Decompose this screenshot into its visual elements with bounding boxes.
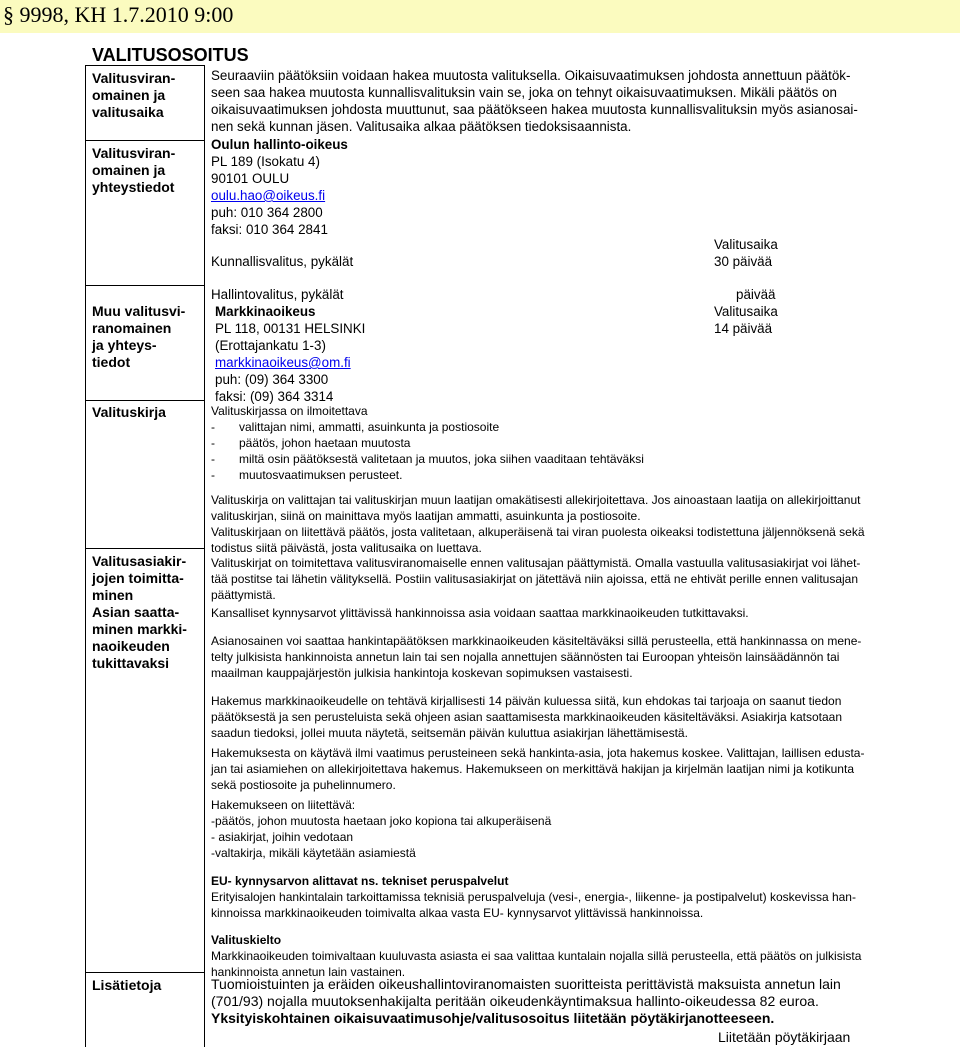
text-line: Valituskirja on valittajan tai valituskirjan muun laatijan omakätisesti allekirjoitettava. Jos ainoastaan laatija on allekirjoittanut — [211, 493, 861, 507]
court-contact — [211, 136, 348, 238]
divider — [85, 972, 205, 973]
text-line: Asianosainen voi saattaa hankintapäätöksen markkinaoikeuden käsiteltäväksi sillä perusteella, että hankinnassa on mene- — [211, 634, 862, 648]
label-line: Valitusviran- — [92, 145, 176, 161]
text-line: Erityisalojen hankintalain tarkoittamissa teknisiä peruspalveluja (vesi-, energia-, liikenne- ja postipalvelut) koskevissa han- — [211, 890, 856, 904]
divider — [85, 400, 205, 401]
appeal-hallintovalitus: Hallintovalitus, pykälät — [211, 287, 344, 302]
list-intro: Valituskirjassa on ilmoitettava — [211, 404, 368, 418]
text-line: tää postitse tai lähetin välityksellä. Postiin valitusasiakirjat on jätettävä niin ajoissa, että ne ehtivät perille ennen valitusajan — [211, 572, 859, 586]
markkina-p5 — [211, 797, 551, 861]
markkina-p4 — [211, 745, 864, 793]
text-line: - asiakirjat, joihin vedotaan — [211, 830, 354, 844]
label-markkinaoikeus — [92, 604, 202, 672]
list-item-text: valittajan nimi, ammatti, asuinkunta ja postiosoite — [239, 420, 500, 434]
text-line: todistus siitä päivästä, josta valitusaika on luettava. — [211, 541, 482, 555]
text-line: kinnoissa markkinaoikeuden toimivalta alkaa vasta EU- kynnysarvot ylittävissä hankinnoissa. — [211, 906, 704, 920]
label-line: Valitusasiakir- — [92, 553, 187, 569]
footer-note: Liitetään pöytäkirjaan — [718, 1029, 851, 1045]
text-line: sekä postiosoite ja puhelinnumero. — [211, 778, 396, 792]
label-toimittaminen — [92, 553, 202, 604]
court-postal: 90101 OULU — [211, 171, 290, 186]
page-title: VALITUSOSOITUS — [92, 45, 249, 65]
label-line: omainen ja — [92, 162, 166, 178]
valituskirja-list — [211, 403, 644, 483]
appeal-kunnallisvalitus: Kunnallisvalitus, pykälät — [211, 254, 354, 269]
text-line: päättymistä. — [211, 588, 276, 602]
text-line: -päätös, johon muutosta haetaan joko kopiona tai alkuperäisenä — [211, 814, 552, 828]
label-valitusaika — [92, 70, 202, 121]
appeal-days: päivää — [736, 287, 776, 302]
intro-text — [211, 67, 858, 135]
label-line: omainen ja — [92, 87, 166, 103]
text-line: valituskirjan, siinä on mainittava myös laatijan ammatti, asuinkunta ja postiosoite. — [211, 509, 641, 523]
markkina-eu — [211, 873, 856, 921]
label-yhteystiedot — [92, 145, 202, 196]
court-fax: faksi: (09) 364 3314 — [215, 389, 334, 404]
market-time-value: 14 päivää — [714, 321, 773, 336]
list-item-text: päätös, johon haetaan muutosta — [239, 436, 411, 450]
label-line: Valituskirja — [92, 404, 166, 420]
label-muu-valitusviranomainen — [92, 303, 202, 371]
text-line: päätöksestä ja sen perusteluista sekä ohjeen asian saattamisesta markkinaoikeuden käsiteltäväksi. Asiakirja katsotaan — [211, 710, 843, 724]
header-text: § 9998, KH 1.7.2010 9:00 — [3, 2, 234, 27]
text-line: nen sekä kunnan jäsen. Valitusaika alkaa päätöksen tiedoksisaannista. — [211, 119, 632, 134]
label-line: ja yhteys- — [92, 337, 157, 353]
markkina-valituskielto — [211, 932, 861, 980]
court-phone: puh: (09) 364 3300 — [215, 372, 329, 387]
text-line: seen saa hakea muutosta kunnallisvalituksin vain se, joka on tehnyt oikaisuvaatimuksen. Mikäli päätös on — [211, 85, 837, 100]
markkina-p3 — [211, 693, 842, 741]
markkina-p2 — [211, 633, 861, 681]
header-bar — [0, 0, 960, 33]
text-line: telty julkisista hankinnoista annetun lain tai sen nojalla annettujen säännösten tai Euroopan yhteisön lainsäädännön tai — [211, 650, 840, 664]
label-line: ranomainen — [92, 320, 172, 336]
lisatietoja-text — [211, 976, 841, 1027]
text-line: Hakemukseen on liitettävä: — [211, 798, 356, 812]
court-name: Markkinaoikeus — [215, 304, 316, 319]
appeal-time-label: Valitusaika — [714, 237, 778, 252]
court-email-link[interactable]: oulu.hao@oikeus.fi — [211, 188, 326, 203]
left-border — [85, 65, 86, 1047]
label-line: valitusaika — [92, 104, 164, 120]
court-fax: faksi: 010 364 2841 — [211, 222, 328, 237]
section-heading: Valituskielto — [211, 933, 282, 947]
label-line: Lisätietoja — [92, 977, 162, 993]
label-line: jojen toimitta- — [92, 570, 184, 586]
list-item: - miltä osin päätöksestä valitetaan ja muutos, joka siihen vaaditaan tehtäväksi — [211, 452, 644, 466]
column-divider — [204, 65, 205, 1047]
market-time-label: Valitusaika — [714, 304, 778, 319]
appeal-time-value: 30 päivää — [714, 254, 773, 269]
section-heading: EU- kynnysarvon alittavat ns. tekniset peruspalvelut — [211, 874, 509, 888]
label-line: Muu valitusvi- — [92, 303, 186, 319]
label-line: naoikeuden — [92, 638, 170, 654]
label-line: Valitusviran- — [92, 70, 176, 86]
divider — [85, 140, 205, 141]
label-valituskirja — [92, 404, 202, 421]
list-item: - valittajan nimi, ammatti, asuinkunta ja postiosoite — [211, 420, 500, 434]
divider — [85, 548, 205, 549]
list-item-text: miltä osin päätöksestä valitetaan ja muutos, joka siihen vaaditaan tehtäväksi — [239, 452, 644, 466]
valituskirja-para — [211, 492, 865, 556]
label-line: minen markki- — [92, 621, 187, 637]
label-line: tukittavaksi — [92, 655, 170, 671]
markkina-p1: Kansalliset kynnysarvot ylittävissä hankinnoissa asia voidaan saattaa markkinaoikeuden tutkittavaksi. — [211, 606, 749, 620]
text-line: maailman kauppajärjestön julkisia hankintoja koskevan sopimuksen vastaisesti. — [211, 666, 633, 680]
toimittaminen-text — [211, 555, 860, 603]
text-line: -valtakirja, mikäli käytetään asiamiestä — [211, 846, 416, 860]
text-line: oikaisuvaatimuksen johdosta muuttunut, saa päätökseen hakea muutosta kunnallisvalituksin myös asianosai- — [211, 102, 858, 117]
divider — [85, 65, 205, 66]
label-line: Asian saatta- — [92, 604, 180, 620]
court-email-link[interactable]: markkinaoikeus@om.fi — [215, 355, 351, 370]
label-lisatietoja — [92, 977, 202, 994]
label-line: minen — [92, 587, 134, 603]
text-line: Hakemuksesta on käytävä ilmi vaatimus perusteineen sekä hankinta-asia, jota hakemus koskee. Valittajan, laillisen edusta- — [211, 746, 865, 760]
text-line: Valituskirjat on toimitettava valitusviranomaiselle ennen valitusajan päättymistä. Omalla vastuulla valitusasiakirjat voi lähet- — [211, 556, 861, 570]
market-court-contact — [215, 303, 365, 405]
text-line: jan tai asiamiehen on allekirjoitettava hakemus. Hakemukseen on merkittävä hakijan ja kirjelmän laatijan nimi ja kotikunta — [211, 762, 854, 776]
text-line: hankinnoista annetun lain vastainen. — [211, 965, 406, 979]
text-line: saadun tiedoksi, jollei muuta näytetä, seitsemän päivän kuluttua asiakirjan lähettämisestä. — [211, 726, 688, 740]
court-address: PL 189 (Isokatu 4) — [211, 154, 320, 169]
text-line: Markkinaoikeuden toimivaltaan kuuluvasta asiasta ei saa valittaa kuntalain nojalla sillä perusteella, että päätös on julkisista — [211, 949, 862, 963]
divider — [85, 285, 205, 286]
label-line: tiedot — [92, 354, 131, 370]
text-line: Hakemus markkinaoikeudelle on tehtävä kirjallisesti 14 päivän kuluessa siitä, kun ehdokas tai tarjoaja on saanut tiedon — [211, 694, 842, 708]
label-line: yhteystiedot — [92, 179, 175, 195]
court-phone: puh: 010 364 2800 — [211, 205, 323, 220]
list-item: - päätös, johon haetaan muutosta — [211, 436, 411, 450]
court-address: PL 118, 00131 HELSINKI — [215, 321, 366, 336]
text-line: (701/93) nojalla muutoksenhakijalta peritään oikeudenkäyntimaksua hallinto-oikeudessa 82 euroa. — [211, 993, 819, 1009]
court-name: Oulun hallinto-oikeus — [211, 137, 348, 152]
bold-note: Yksityiskohtainen oikaisuvaatimusohje/valitusosoitus liitetään pöytäkirjanotteeseen. — [211, 1010, 775, 1026]
text-line: Seuraaviin päätöksiin voidaan hakea muutosta valituksella. Oikaisuvaatimuksen johdosta annettuun päätök- — [211, 68, 851, 83]
text-line: Tuomioistuinten ja eräiden oikeushallintoviranomaisten suoritteista perittävistä maksuista annetun lain — [211, 976, 841, 992]
list-item-text: muutosvaatimuksen perusteet. — [239, 468, 403, 482]
list-item: - muutosvaatimuksen perusteet. — [211, 468, 403, 482]
text-line: Valituskirjaan on liitettävä päätös, josta valitetaan, alkuperäisenä tai viran puolesta oikeaksi todistettuna jäljennöksenä sekä — [211, 525, 865, 539]
court-street: (Erottajankatu 1-3) — [215, 338, 326, 353]
